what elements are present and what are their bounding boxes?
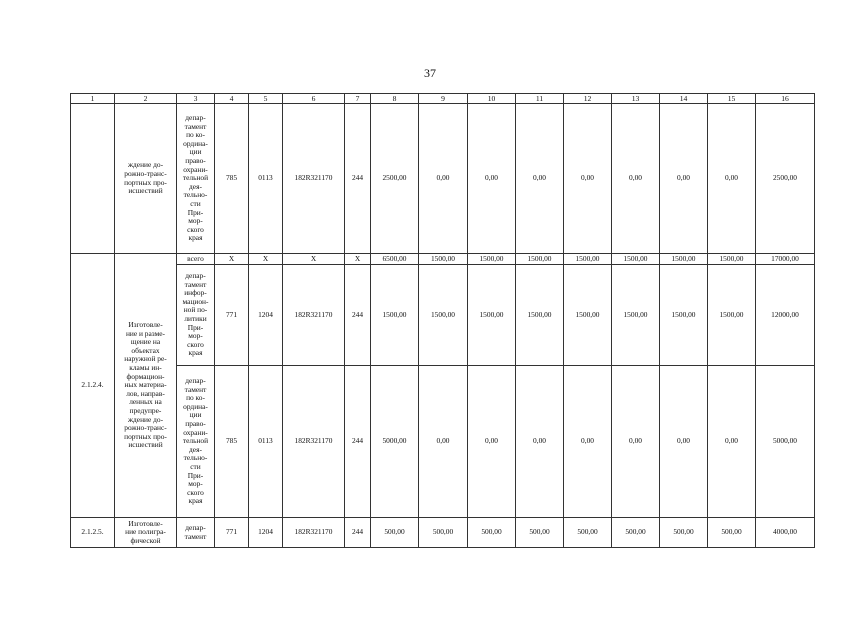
text-line: ордина- bbox=[183, 138, 208, 148]
amount-cell: 1500,00 bbox=[660, 265, 708, 366]
text-line: по ко- bbox=[186, 393, 205, 403]
column-number: 15 bbox=[708, 94, 756, 104]
column-number: 12 bbox=[564, 94, 612, 104]
text-line: исшествий bbox=[128, 186, 163, 196]
target-article-code: 182R321170 bbox=[283, 104, 345, 254]
amount-cell: 1500,00 bbox=[371, 265, 419, 366]
column-number: 5 bbox=[249, 94, 283, 104]
table-row bbox=[71, 254, 815, 265]
section-code: 1204 bbox=[249, 265, 283, 366]
amount-cell: 1500,00 bbox=[516, 265, 564, 366]
amount-cell: 5000,00 bbox=[371, 366, 419, 518]
text-line: объектах bbox=[131, 345, 160, 355]
amount-cell: 0,00 bbox=[708, 104, 756, 254]
amount-cell: 1500,00 bbox=[708, 254, 756, 265]
total-amount-cell: 5000,00 bbox=[756, 366, 815, 518]
amount-cell: 0,00 bbox=[419, 104, 468, 254]
target-article-code: 182R321170 bbox=[283, 518, 345, 548]
amount-cell: 500,00 bbox=[468, 518, 516, 548]
text-line: края bbox=[188, 348, 203, 358]
text-line: края bbox=[188, 496, 203, 506]
column-number: 4 bbox=[215, 94, 249, 104]
amount-cell: 1500,00 bbox=[564, 265, 612, 366]
text-line: При- bbox=[187, 470, 204, 480]
text-line: тамент bbox=[184, 384, 207, 394]
text-line: тельной bbox=[182, 173, 209, 183]
ministry-code: 785 bbox=[215, 366, 249, 518]
amount-cell: 500,00 bbox=[612, 518, 660, 548]
amount-cell: 0,00 bbox=[564, 104, 612, 254]
activity-name bbox=[115, 254, 177, 518]
amount-cell: 0,00 bbox=[516, 366, 564, 518]
amount-cell: 1500,00 bbox=[564, 254, 612, 265]
amount-cell: 0,00 bbox=[708, 366, 756, 518]
section-code: X bbox=[249, 254, 283, 265]
department-name bbox=[177, 518, 215, 548]
amount-cell: 500,00 bbox=[516, 518, 564, 548]
text-line: мор- bbox=[188, 479, 203, 489]
column-number: 16 bbox=[756, 94, 815, 104]
text-line: ной по- bbox=[183, 305, 208, 315]
target-article-code: 182R321170 bbox=[283, 366, 345, 518]
table-row bbox=[71, 104, 815, 254]
column-number: 3 bbox=[177, 94, 215, 104]
column-number: 10 bbox=[468, 94, 516, 104]
text-line: формацион- bbox=[126, 371, 165, 381]
amount-cell: 0,00 bbox=[516, 104, 564, 254]
column-number: 13 bbox=[612, 94, 660, 104]
text-line: мор- bbox=[188, 331, 203, 341]
amount-cell: 2500,00 bbox=[371, 104, 419, 254]
target-article-code: 182R321170 bbox=[283, 265, 345, 366]
activity-code: 2.1.2.4. bbox=[71, 254, 115, 518]
amount-cell: 1500,00 bbox=[708, 265, 756, 366]
target-article-code: X bbox=[283, 254, 345, 265]
ministry-code: X bbox=[215, 254, 249, 265]
amount-cell: 0,00 bbox=[612, 366, 660, 518]
text-line: тамент bbox=[184, 531, 207, 541]
page-number: 37 bbox=[424, 66, 436, 80]
department-name bbox=[177, 104, 215, 254]
text-line: ского bbox=[187, 487, 204, 497]
text-line: рожно-транс- bbox=[124, 423, 167, 433]
expense-type-code: 244 bbox=[345, 518, 371, 548]
text-line: предупре- bbox=[129, 405, 162, 415]
amount-cell: 1500,00 bbox=[660, 254, 708, 265]
amount-cell: 1500,00 bbox=[468, 265, 516, 366]
total-amount-cell: 17000,00 bbox=[756, 254, 815, 265]
amount-cell: 0,00 bbox=[468, 366, 516, 518]
text-line: фической bbox=[130, 535, 161, 545]
ministry-code: 771 bbox=[215, 518, 249, 548]
column-number: 14 bbox=[660, 94, 708, 104]
column-number: 11 bbox=[516, 94, 564, 104]
text-line: депар- bbox=[185, 376, 206, 386]
text-line: сти bbox=[190, 198, 201, 208]
text-line: ных материа- bbox=[124, 380, 167, 390]
column-number: 6 bbox=[283, 94, 345, 104]
amount-cell: 0,00 bbox=[419, 366, 468, 518]
activity-code: 2.1.2.5. bbox=[71, 518, 115, 548]
text-line: портных про- bbox=[124, 177, 167, 187]
text-line: дея- bbox=[189, 181, 202, 191]
expense-type-code: 244 bbox=[345, 265, 371, 366]
text-line: ордина- bbox=[183, 401, 208, 411]
activity-name bbox=[115, 104, 177, 254]
text-line: ского bbox=[187, 224, 204, 234]
section-code: 0113 bbox=[249, 366, 283, 518]
text-line: тамент bbox=[184, 121, 207, 131]
amount-cell: 500,00 bbox=[660, 518, 708, 548]
table-row bbox=[71, 265, 815, 366]
amount-cell: 0,00 bbox=[660, 104, 708, 254]
total-amount-cell: 12000,00 bbox=[756, 265, 815, 366]
ministry-code: 771 bbox=[215, 265, 249, 366]
text-line: депар- bbox=[185, 522, 206, 532]
text-line: мор- bbox=[188, 216, 203, 226]
text-line: лов, направ- bbox=[126, 388, 165, 398]
text-line: право- bbox=[185, 156, 206, 166]
amount-cell: 1500,00 bbox=[612, 254, 660, 265]
column-number: 2 bbox=[115, 94, 177, 104]
column-numbers-row bbox=[71, 94, 815, 104]
text-line: наружной ре- bbox=[124, 354, 167, 364]
text-line: исшествий bbox=[128, 440, 163, 450]
text-line: При- bbox=[187, 207, 204, 217]
table-row bbox=[71, 518, 815, 548]
text-line: ние и разме- bbox=[125, 328, 166, 338]
column-number: 9 bbox=[419, 94, 468, 104]
text-line: мацион- bbox=[182, 296, 209, 306]
expense-type-code: X bbox=[345, 254, 371, 265]
amount-cell: 1500,00 bbox=[419, 254, 468, 265]
text-line: по ко- bbox=[186, 130, 205, 140]
text-line: ского bbox=[187, 339, 204, 349]
table-row bbox=[71, 366, 815, 518]
amount-cell: 500,00 bbox=[371, 518, 419, 548]
column-number: 8 bbox=[371, 94, 419, 104]
text-line: депар- bbox=[185, 271, 206, 281]
text-line: ции bbox=[189, 147, 202, 157]
text-line: тельно- bbox=[183, 190, 208, 200]
text-line: тамент bbox=[184, 279, 207, 289]
column-number: 1 bbox=[71, 94, 115, 104]
department-name bbox=[177, 265, 215, 366]
text-line: ждение до- bbox=[127, 160, 164, 170]
text-line: рожно-транс- bbox=[124, 168, 167, 178]
amount-cell: 1500,00 bbox=[468, 254, 516, 265]
total-amount-cell: 2500,00 bbox=[756, 104, 815, 254]
amount-cell: 0,00 bbox=[468, 104, 516, 254]
amount-cell: 1500,00 bbox=[516, 254, 564, 265]
text-line: портных про- bbox=[124, 431, 167, 441]
text-line: инфор- bbox=[184, 288, 207, 298]
text-line: право- bbox=[185, 419, 206, 429]
column-number: 7 bbox=[345, 94, 371, 104]
text-line: ние полигра- bbox=[125, 527, 166, 537]
activity-name bbox=[115, 518, 177, 548]
ministry-code: 785 bbox=[215, 104, 249, 254]
text-line: ждение до- bbox=[127, 414, 164, 424]
amount-cell: 1500,00 bbox=[612, 265, 660, 366]
budget-table bbox=[70, 93, 815, 548]
text-line: тельной bbox=[182, 436, 209, 446]
amount-cell: 1500,00 bbox=[419, 265, 468, 366]
text-line: края bbox=[188, 233, 203, 243]
section-code: 0113 bbox=[249, 104, 283, 254]
department-name: всего bbox=[177, 254, 215, 265]
section-code: 1204 bbox=[249, 518, 283, 548]
text-line: охрани- bbox=[183, 164, 208, 174]
text-line: щение на bbox=[130, 337, 161, 347]
total-amount-cell: 4000,00 bbox=[756, 518, 815, 548]
text-line: литики bbox=[184, 314, 207, 323]
amount-cell: 500,00 bbox=[564, 518, 612, 548]
amount-cell: 500,00 bbox=[419, 518, 468, 548]
text-line: Изготовле- bbox=[128, 518, 163, 528]
text-line: Изготовле- bbox=[128, 320, 163, 330]
text-line: дея- bbox=[189, 444, 202, 454]
amount-cell: 0,00 bbox=[660, 366, 708, 518]
text-line: При- bbox=[187, 322, 204, 332]
text-line: ции bbox=[189, 410, 202, 420]
text-line: тельно- bbox=[183, 453, 208, 463]
expense-type-code: 244 bbox=[345, 104, 371, 254]
amount-cell: 0,00 bbox=[612, 104, 660, 254]
activity-code bbox=[71, 104, 115, 254]
amount-cell: 0,00 bbox=[564, 366, 612, 518]
expense-type-code: 244 bbox=[345, 366, 371, 518]
text-line: ленных на bbox=[129, 397, 162, 407]
department-name bbox=[177, 366, 215, 518]
amount-cell: 500,00 bbox=[708, 518, 756, 548]
text-line: сти bbox=[190, 461, 201, 471]
text-line: охрани- bbox=[183, 427, 208, 437]
text-line: депар- bbox=[185, 113, 206, 123]
amount-cell: 6500,00 bbox=[371, 254, 419, 265]
text-line: кламы ин- bbox=[129, 363, 162, 373]
